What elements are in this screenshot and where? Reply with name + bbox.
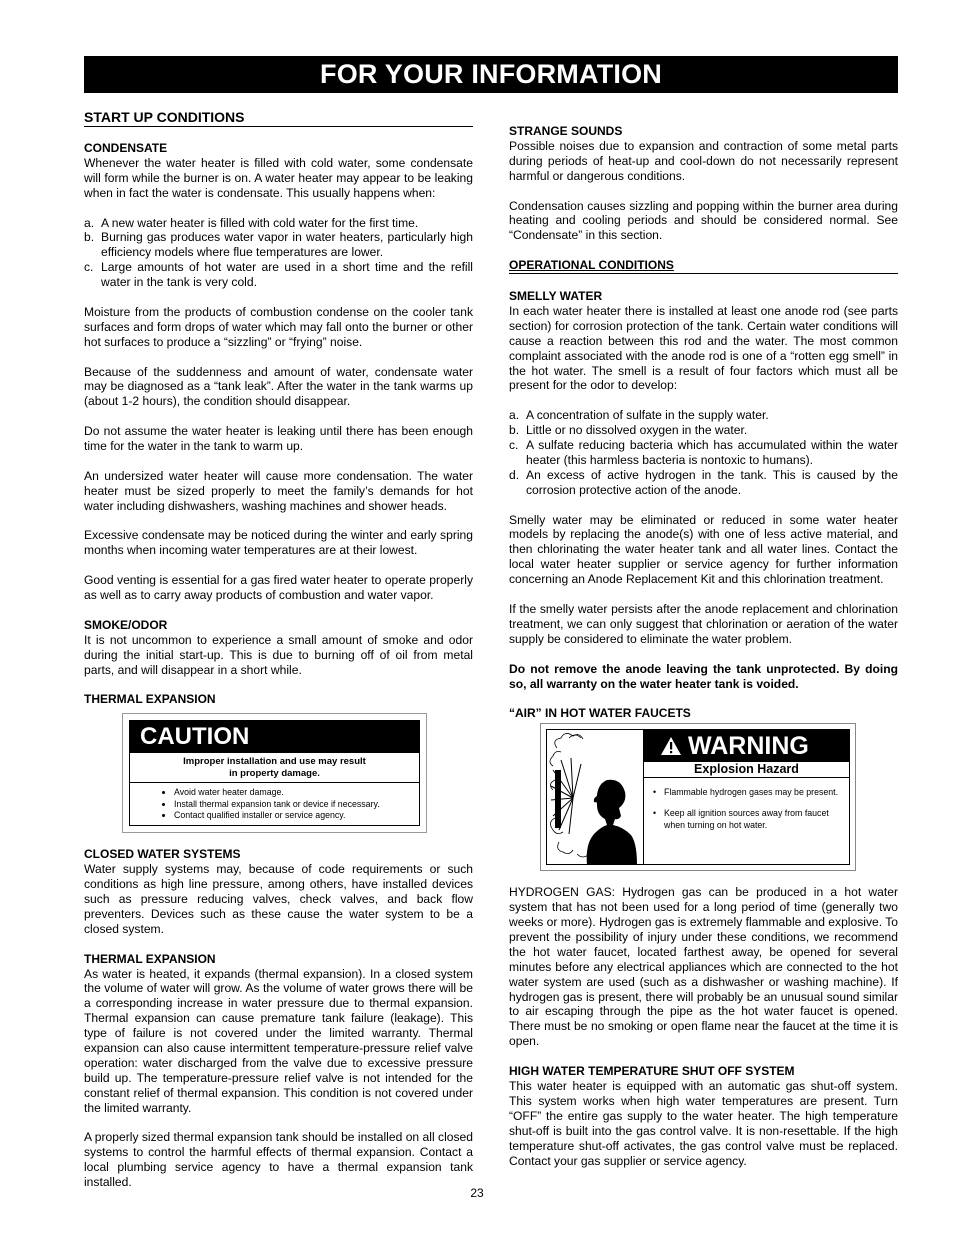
paragraph: Condensation causes sizzling and popping within the burner area during heating and cooling periods and should be considered normal. See “Condensate” in this section.: [509, 198, 898, 243]
list-item: • Keep all ignition sources away from faucet when turning on hot water.: [662, 807, 843, 831]
heading-smoke-odor: SMOKE/ODOR: [84, 617, 168, 632]
heading-closed-water-systems: CLOSED WATER SYSTEMS: [84, 847, 241, 862]
paragraph: A properly sized thermal expansion tank should be installed on all closed systems to control the harmful effects of thermal expansion. Contact a local plumbing service agency to have a thermal expansion tank installed.: [84, 1130, 473, 1190]
explosion-hazard-icon: [547, 730, 644, 864]
list-item: d. An excess of active hydrogen in the tank. This is caused by the corrosion protective action of the anode.: [509, 467, 898, 497]
paragraph: An undersized water heater will cause more condensation. The water heater must be sized properly to meet the family’s demands for hot water including dishwashers, washing machines and shower heads.: [84, 468, 473, 513]
caution-label: [122, 713, 427, 833]
paragraph: This water heater is equipped with an automatic gas shut-off system. This system works when high water temperatures are present. Turn “OFF” the entire gas supply to the water heater. The high temperature shut-off is built into the gas control valve. It is non-resettable. If the high temperature shut-off activates, the gas control valve must be replaced. Contact your gas supplier or service agency.: [509, 1078, 898, 1168]
paragraph: Water supply systems may, because of code requirements or such conditions as high line pressure, among others, have installed devices such as pressure reducing valves, check valves, and back flow preventers. Devices such as these cause the water system to be a closed system.: [84, 862, 473, 936]
heading-strange-sounds: STRANGE SOUNDS: [509, 124, 623, 138]
warning-subtitle: Explosion Hazard: [644, 762, 849, 778]
list-item: • Avoid water heater damage.: [174, 787, 419, 799]
heading-air-in-faucets: “AIR” IN HOT WATER FAUCETS: [509, 706, 691, 721]
list-item: a. A new water heater is filled with cold water for the first time.: [84, 215, 419, 230]
section-title-startup: START UP CONDITIONS: [84, 109, 473, 127]
paragraph: Whenever the water heater is filled with cold water, some condensate will form while the burner is on. A water heater may appear to be leaking when in fact the water is condensate. This usually happens when:: [84, 155, 473, 200]
caution-title: CAUTION: [130, 721, 419, 753]
paragraph: Excessive condensate may be noticed during the winter and early spring months when incoming water temperatures are at their lowest.: [84, 528, 473, 558]
warning-list: [644, 778, 849, 831]
caution-message: Improper installation and use may result in property damage.: [130, 753, 419, 783]
paragraph: HYDROGEN GAS: Hydrogen gas can be produced in a hot water system that has not been used for a long period of time (generally two weeks or more). Hydrogen gas is extremely flammable and explosive. To prevent the possibility of injury under these conditions, we recommend the hot water faucet, located farthest away, be opened for several minutes before any electrical appliances which are connected to the hot water system are used (such as a dishwasher or washing machine). If hydrogen gas is present, there will probably be an unusual sound similar to air escaping through the pipe as the hot water faucet is opened. There must be no smoking or open flame near the faucet at the time it is open.: [509, 885, 898, 1049]
paragraph: It is not uncommon to experience a small amount of smoke and odor during the initial start-up. This is due to burning off of oil from metal parts, and will disappear in a short while.: [84, 632, 473, 677]
paragraph: Possible noises due to expansion and contraction of some metal parts during periods of heat-up and cool-down do not necessarily represent harmful or dangerous conditions.: [509, 138, 898, 183]
smelly-list: [509, 408, 898, 497]
warning-triangle-icon: [660, 736, 682, 756]
list-item: c. A sulfate reducing bacteria which has accumulated within the water heater (this harmless bacteria is nontoxic to humans).: [509, 438, 898, 467]
list-item: b. Little or no dissolved oxygen in the water.: [509, 423, 748, 438]
paragraph: Because of the suddenness and amount of water, condensate water may be diagnosed as a “tank leak”. After the water in the tank warms up (about 1-2 hours), the condition should disappear.: [84, 364, 473, 409]
paragraph: Do not assume the water heater is leaking until there has been enough time for the water in the tank to warm up.: [84, 424, 473, 454]
warning-note: Do not remove the anode leaving the tank unprotected. By doing so, all warranty on the water heater tank is voided.: [509, 661, 898, 691]
paragraph: In each water heater there is installed at least one anode rod (see parts section) for corrosion protection of the tank. Certain water conditions will cause a reaction between this rod and the water. The most common complaint associated with the anode rod is one of a “rotten egg smell” in the hot water. The smell is a result of four factors which must all be present for the odor to develop:: [509, 303, 898, 393]
heading-thermal-expansion-2: THERMAL EXPANSION: [84, 951, 216, 966]
section-title-operational: OPERATIONAL CONDITIONS: [509, 258, 898, 274]
paragraph: Moisture from the products of combustion condense on the cooler tank surfaces and form drops of water which may fall onto the burner or other hot surfaces to produce a “sizzling” or “frying” noise.: [84, 304, 473, 349]
list-item: • Install thermal expansion tank or device if necessary.: [174, 799, 419, 811]
paragraph: If the smelly water persists after the anode replacement and chlorination treatment, we can only suggest that chlorination or aeration of the water supply be considered to eliminate the water problem.: [509, 602, 898, 646]
list-item: • Contact qualified installer or service agency.: [174, 810, 419, 822]
condensate-list: [84, 216, 473, 291]
heading-high-temp-shutoff: HIGH WATER TEMPERATURE SHUT OFF SYSTEM: [509, 1064, 795, 1079]
warning-label: [540, 723, 856, 871]
warning-title: WARNING: [644, 730, 849, 762]
page-banner: FOR YOUR INFORMATION: [84, 56, 898, 93]
paragraph: Good venting is essential for a gas fired water heater to operate properly as well as to carry away products of combustion and water vapor.: [84, 573, 473, 603]
list-item: • Flammable hydrogen gases may be present.: [662, 786, 843, 798]
left-column: [84, 109, 473, 1205]
heading-thermal-expansion: THERMAL EXPANSION: [84, 692, 216, 707]
paragraph: Smelly water may be eliminated or reduced in some water heater models by replacing the anode(s) with one of less active material, and then chlorinating the water heater tank and all water lines. Contact the local water heater supplier or service agency for further information concerning an Anode Replacement Kit and this chlorination treatment.: [509, 512, 898, 587]
list-item: c. Large amounts of hot water are used in a short time and the refill water in the tank is very cold.: [84, 260, 473, 290]
heading-smelly-water: SMELLY WATER: [509, 289, 603, 304]
page-number: 23: [470, 1186, 484, 1200]
right-column: [509, 124, 898, 1183]
list-item: b. Burning gas produces water vapor in water heaters, particularly high efficiency models where flue temperatures are lower.: [84, 230, 473, 260]
list-item: a. A concentration of sulfate in the supply water.: [509, 408, 769, 423]
caution-list: [130, 783, 419, 822]
paragraph: As water is heated, it expands (thermal expansion). In a closed system the volume of water will grow. As the volume of water grows there will be a corresponding increase in water pressure due to thermal expansion. Thermal expansion can cause premature tank failure (leakage). This type of failure is not covered under the limited warranty. Thermal expansion can also cause intermittent temperature-pressure relief valve operation: water discharged from the valve due to excessive pressure build up. The temperature-pressure relief valve is not intended for the constant relief of thermal expansion. This condition is not covered under the limited warranty.: [84, 966, 473, 1115]
heading-condensate: CONDENSATE: [84, 141, 168, 155]
